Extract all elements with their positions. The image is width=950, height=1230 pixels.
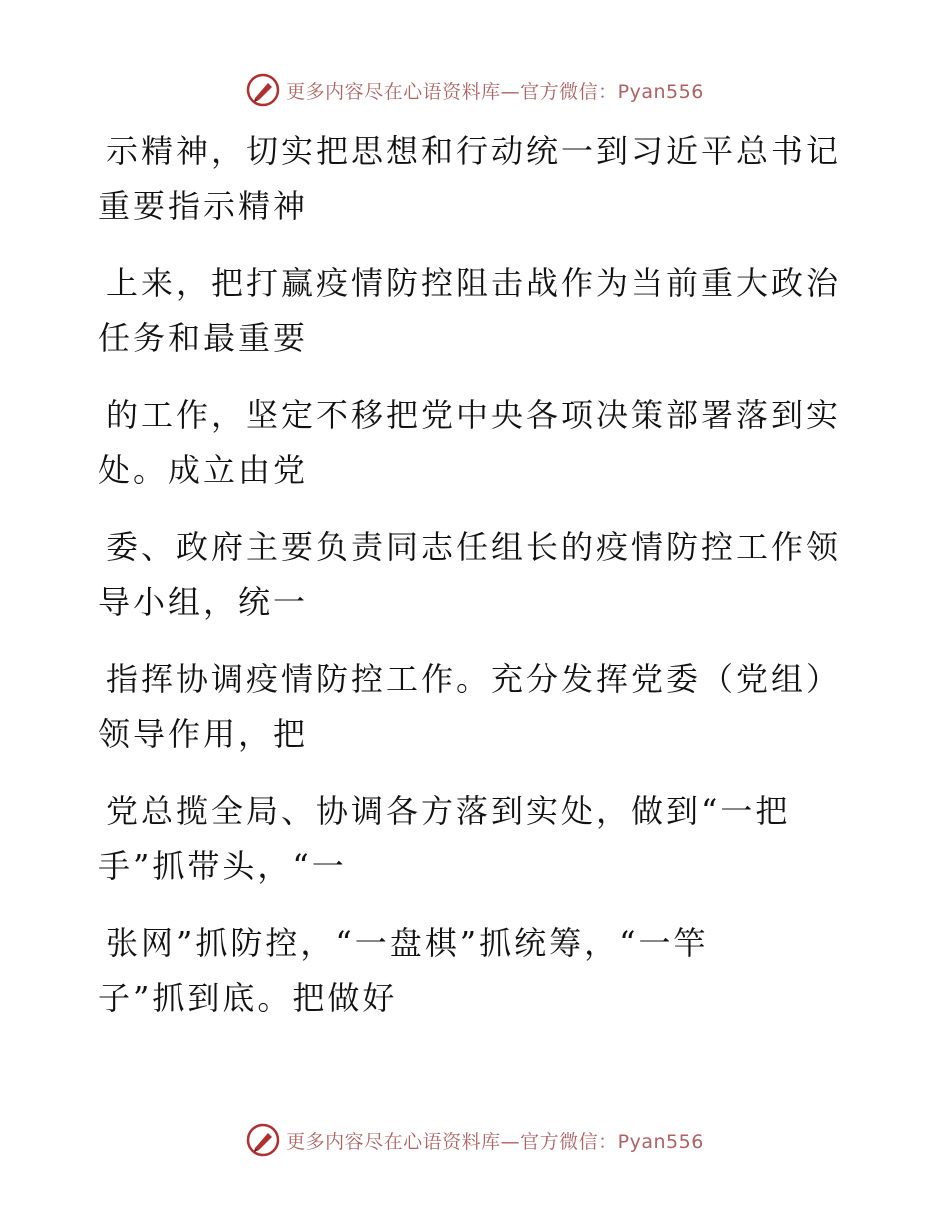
paragraph-line: 子”抓到底。把做好	[98, 979, 398, 1017]
paragraph	[98, 256, 842, 366]
paragraph-line: 处。成立由党	[98, 451, 309, 489]
paragraph-line: 党总揽全局、协调各方落到实处，做到“一把	[106, 792, 791, 830]
paragraph	[98, 916, 838, 1026]
paragraph-line: 上来，把打赢疫情防控阻击战作为当前重大政治	[106, 264, 842, 302]
paragraph-line: 任务和最重要	[98, 319, 309, 357]
paragraph-line: 重要指示精神	[98, 187, 309, 225]
pen-nib-icon	[246, 1123, 280, 1157]
paragraph-line: 的工作，坚定不移把党中央各项决策部署落到实	[106, 396, 842, 434]
header-banner	[0, 70, 950, 110]
paragraph-line: 领导作用，把	[98, 715, 309, 753]
footer-banner	[0, 1120, 950, 1160]
paragraph-line: 委、政府主要负责同志任组长的疫情防控工作领	[106, 528, 842, 566]
paragraph	[98, 520, 842, 630]
header-banner-text: 更多内容尽在心语资料库—官方微信：Pyan556	[286, 80, 704, 103]
document-body	[98, 124, 842, 1048]
paragraph-line: 示精神，切实把思想和行动统一到习近平总书记	[106, 132, 842, 170]
paragraph-line: 张网”抓防控，“一盘棋”抓统筹，“一竿	[106, 924, 709, 962]
paragraph	[98, 784, 838, 894]
paragraph-line: 导小组，统一	[98, 583, 309, 621]
footer-banner-text: 更多内容尽在心语资料库—官方微信：Pyan556	[286, 1130, 704, 1153]
paragraph	[98, 124, 842, 234]
paragraph-line: 指挥协调疫情防控工作。充分发挥党委（党组）	[106, 660, 842, 698]
paragraph-line: 手”抓带头，“一	[98, 847, 347, 885]
paragraph	[98, 652, 842, 762]
pen-nib-icon	[246, 73, 280, 107]
paragraph	[98, 388, 842, 498]
